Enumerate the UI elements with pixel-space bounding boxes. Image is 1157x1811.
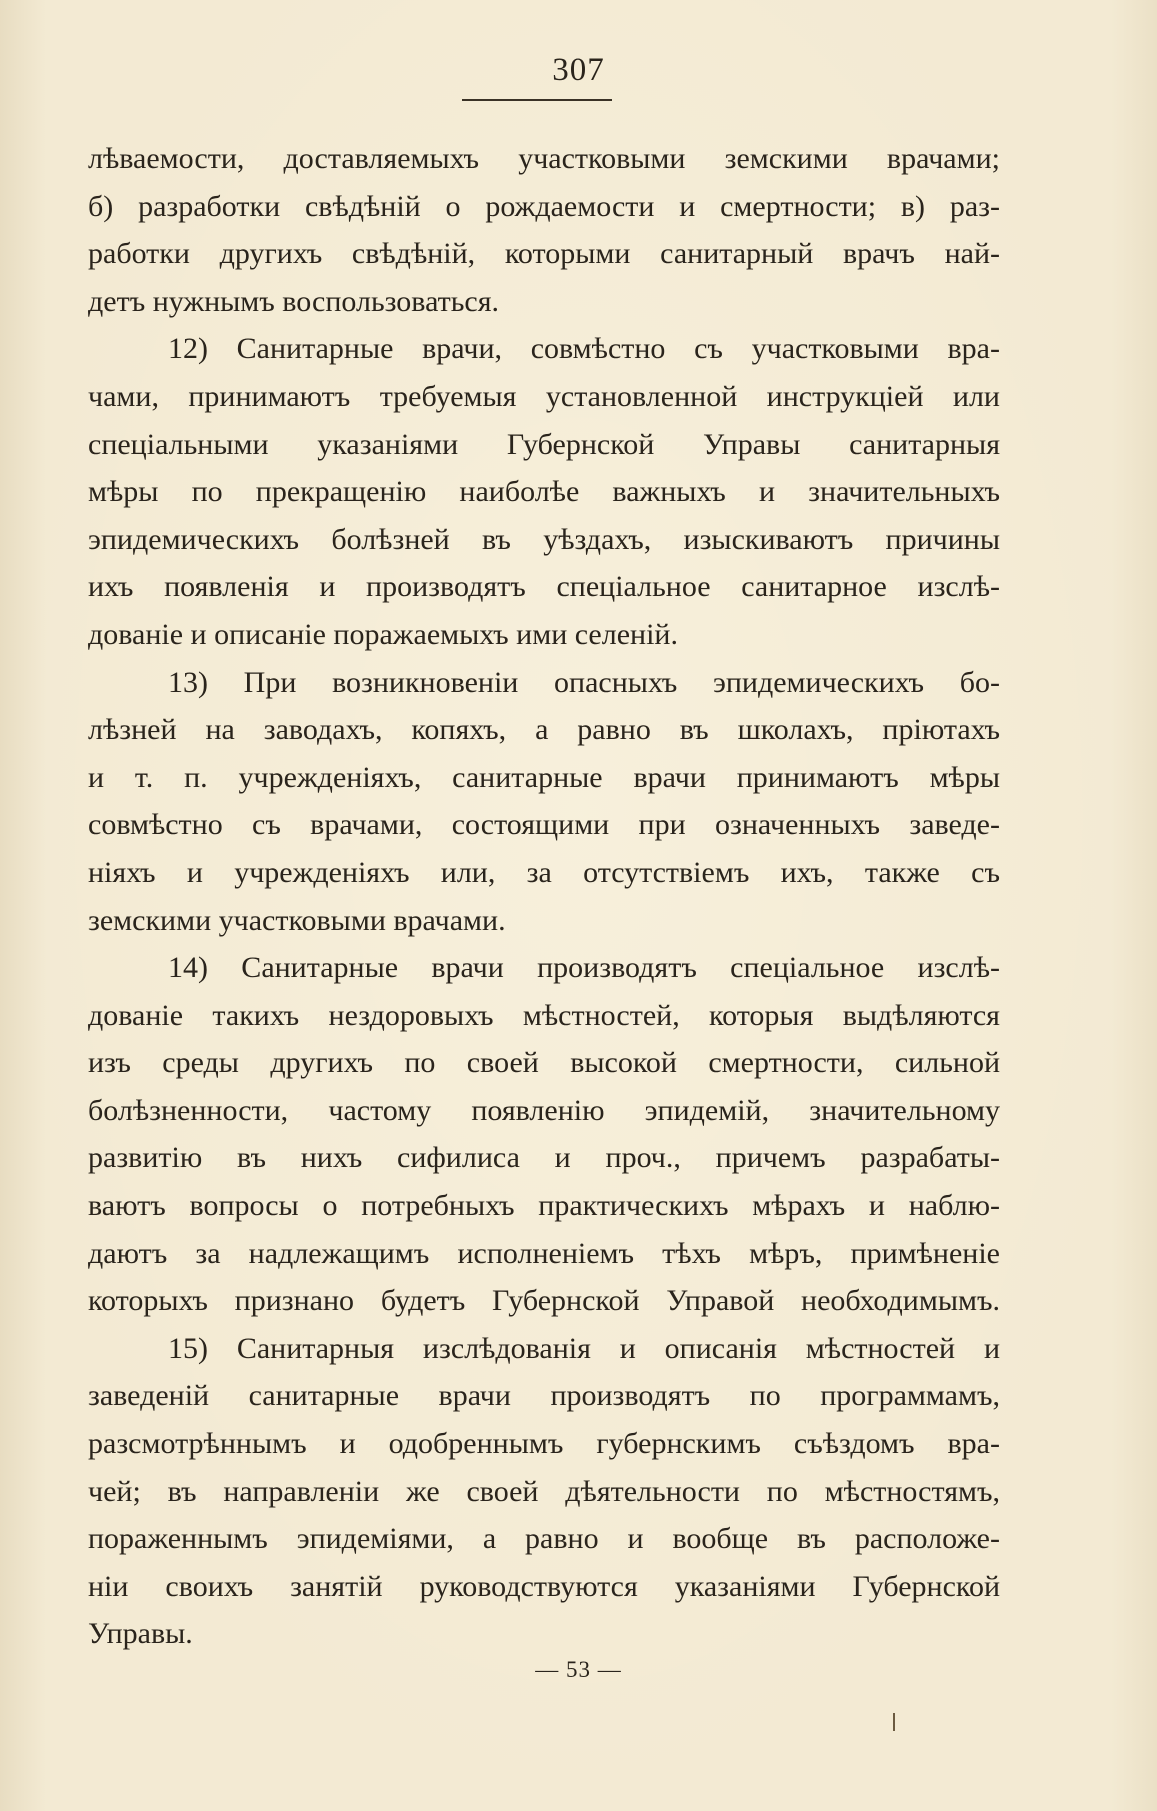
text-line: болѣзненности, частому появленію эпидемій, значительному <box>88 1093 1000 1127</box>
body-text <box>88 135 1000 1658</box>
text-line: б) разработки свѣдѣній о рождаемости и смертности; в) раз- <box>88 189 1000 223</box>
text-line: совмѣстно съ врачами, состоящими при означенныхъ заведе- <box>88 808 1000 842</box>
text-line: детъ нужнымъ воспользоваться. <box>88 284 500 318</box>
text-line: чами, принимаютъ требуемыя установленной инструкціей или <box>88 379 1000 413</box>
text-line: работки другихъ свѣдѣній, которыми санитарный врачъ най- <box>88 237 1000 271</box>
text-line: 15) Санитарныя изслѣдованія и описанія мѣстностей и <box>168 1331 1000 1365</box>
text-line: лѣзней на заводахъ, копяхъ, а равно въ школахъ, пріютахъ <box>88 713 1000 747</box>
text-line: дованіе и описаніе поражаемыхъ ими селеній. <box>88 617 678 651</box>
text-line: Управы. <box>88 1617 193 1651</box>
text-line: и т. п. учрежденіяхъ, санитарные врачи принимаютъ мѣры <box>88 760 1000 794</box>
text-line: пораженнымъ эпидеміями, а равно и вообще въ расположе- <box>88 1522 1000 1556</box>
footer-page-number: — 53 — <box>535 1657 622 1682</box>
page-number-top: 307 <box>552 52 605 88</box>
text-line: ваютъ вопросы о потребныхъ практическихъ мѣрахъ и наблю- <box>88 1189 1000 1223</box>
print-speck <box>893 1713 895 1731</box>
text-line: ніи своихъ занятій руководствуются указаніями Губернской <box>88 1569 1000 1603</box>
text-line: ніяхъ и учрежденіяхъ или, за отсутствіемъ ихъ, также съ <box>88 855 1000 889</box>
text-line: дованіе такихъ нездоровыхъ мѣстностей, которыя выдѣляются <box>88 998 1000 1032</box>
text-line: заведеній санитарные врачи производятъ по программамъ, <box>88 1379 1000 1413</box>
text-line: чей; въ направленіи же своей дѣятельности по мѣстностямъ, <box>88 1474 1000 1508</box>
text-line: разсмотрѣннымъ и одобреннымъ губернскимъ съѣздомъ вра- <box>88 1427 1000 1461</box>
text-line: даютъ за надлежащимъ исполненіемъ тѣхъ мѣръ, примѣненіе <box>88 1236 1000 1270</box>
header-rule <box>462 99 612 101</box>
text-line: мѣры по прекращенію наиболѣе важныхъ и значительныхъ <box>88 475 1000 509</box>
text-line: изъ среды другихъ по своей высокой смертности, сильной <box>88 1046 1000 1080</box>
text-line: земскими участковыми врачами. <box>88 903 506 937</box>
text-line: лѣваемости, доставляемыхъ участковыми земскими врачами; <box>88 142 1000 175</box>
text-line: 13) При возникновеніи опасныхъ эпидемическихъ бо- <box>168 665 1000 699</box>
text-line: развитію въ нихъ сифилиса и проч., причемъ разрабаты- <box>88 1141 1000 1175</box>
text-line: 14) Санитарные врачи производятъ спеціальное изслѣ- <box>168 951 1000 985</box>
text-line: которыхъ признано будетъ Губернской Управой необходимымъ. <box>88 1284 1000 1318</box>
text-line: ихъ появленія и производятъ спеціальное санитарное изслѣ- <box>88 570 1000 604</box>
text-line: эпидемическихъ болѣзней въ уѣздахъ, изыскиваютъ причины <box>88 522 1000 556</box>
text-line: спеціальными указаніями Губернской Управы санитарныя <box>88 427 1000 461</box>
text-line: 12) Санитарные врачи, совмѣстно съ участковыми вра- <box>168 332 1000 366</box>
